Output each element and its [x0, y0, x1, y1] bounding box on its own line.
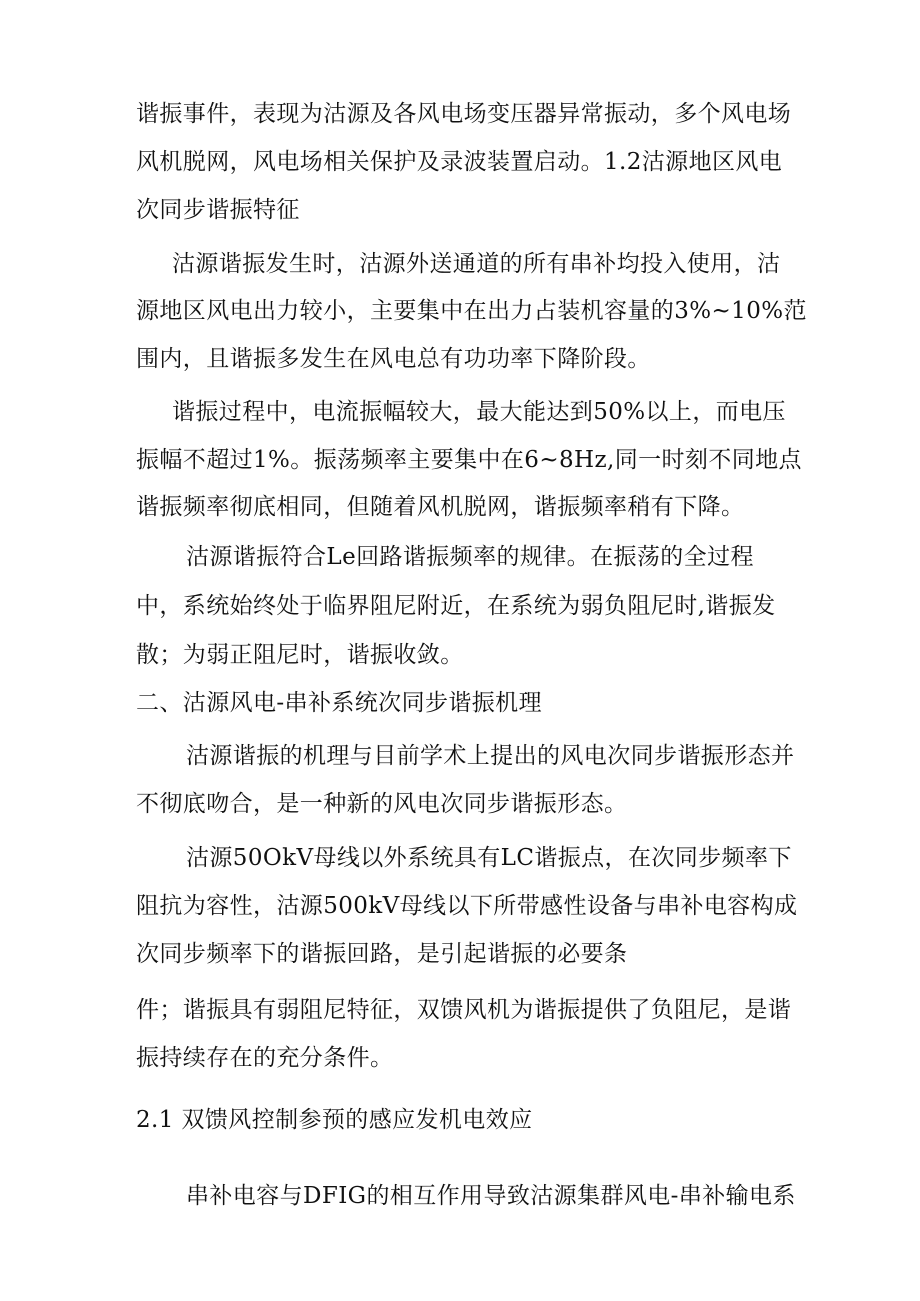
body-text-line: 阻抗为容性，沽源500kV母线以下所带感性设备与串补电容构成: [136, 893, 798, 919]
body-text-line: 谐振事件，表现为沽源及各风电场变压器异常振动，多个风电场: [136, 101, 792, 127]
body-text-line: 沽源50OkV母线以外系统具有LC谐振点，在次同步频率下: [186, 845, 792, 871]
body-text-line: 沽源谐振符合Le回路谐振频率的规律。在振荡的全过程: [186, 544, 754, 570]
body-text-line: 谐振过程中，电流振幅较大，最大能达到50%以上，而电压: [172, 399, 786, 425]
body-text-line: 源地区风电出力较小，主要集中在出力占装机容量的3%~10%范: [136, 298, 807, 324]
body-text-line: 围内，且谐振多发生在风电总有功功率下降阶段。: [136, 346, 651, 372]
body-text-line: 风机脱网，风电场相关保护及录波装置启动。1.2沽源地区风电: [136, 149, 783, 175]
subsection-heading: 2.1 双馈风控制参预的感应发机电效应: [136, 1107, 533, 1133]
body-text-line: 件；谐振具有弱阻尼特征，双馈风机为谐振提供了负阻尼，是谐: [136, 997, 792, 1023]
body-text-line: 串补电容与DFIG的相互作用导致沽源集群风电-串补输电系: [186, 1183, 796, 1209]
body-text-line: 中，系统始终处于临界阻尼附近，在系统为弱负阻尼时,谐振发: [136, 593, 776, 619]
body-text-line: 振持续存在的充分条件。: [136, 1045, 394, 1071]
body-text-line: 散；为弱正阻尼时，谐振收敛。: [136, 642, 464, 668]
section-heading: 二、沽源风电-串补系统次同步谐振机理: [136, 690, 542, 716]
body-text-line: 谐振频率彻底相同，但随着风机脱网，谐振频率稍有下降。: [136, 494, 745, 520]
body-text-line: 不彻底吻合，是一种新的风电次同步谐振形态。: [136, 791, 628, 817]
section-title: 次同步谐振特征: [136, 197, 300, 223]
body-text-line: 次同步频率下的谐振回路，是引起谐振的必要条: [136, 941, 628, 967]
body-text-line: 振幅不超过1%。振荡频率主要集中在6~8Hz,同一时刻不同地点: [136, 447, 802, 473]
body-text-line: 沽源谐振的机理与目前学术上提出的风电次同步谐振形态并: [186, 743, 795, 769]
body-text-line: 沽源谐振发生时，沽源外送通道的所有串补均投入使用，沽: [172, 251, 781, 277]
